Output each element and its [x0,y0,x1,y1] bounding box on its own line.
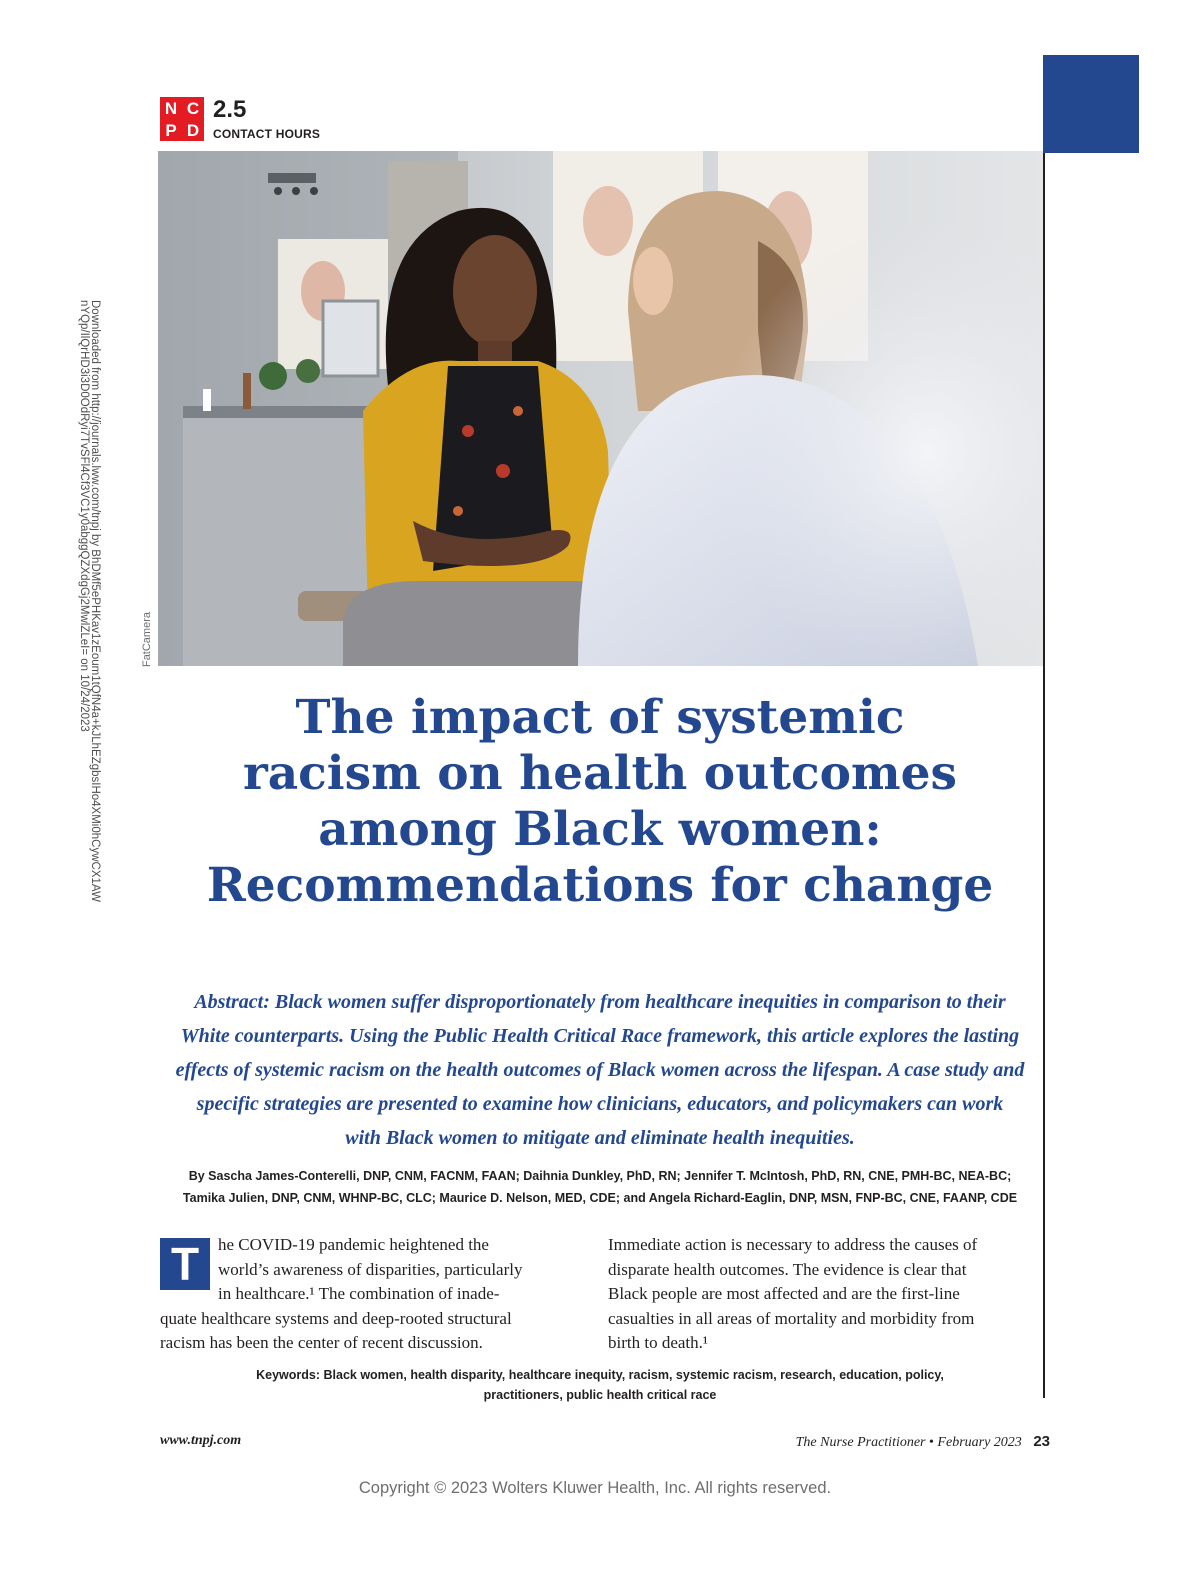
article-photo [158,151,1043,666]
abstract [160,985,1040,1155]
abstract-line: Abstract: Black women suffer disproportionately from healthcare inequities in comparison to their [194,991,1006,1013]
download-notice-line: Downloaded from http://journals.lww.com/tnpj by BhDMf5ePHKav1zEoum1tQfN4a+kJLhEZgbsIHo4XMi0hCywCX1AW [89,300,101,902]
body-column-left [160,1233,585,1356]
byline-line: By Sascha James-Conterelli, DNP, CNM, FACNM, FAAN; Daihnia Dunkley, PhD, RN; Jennifer T. McIntosh, PhD, RN, CNE, PMH-BC, NEA-BC; [188,1169,1012,1183]
title-line: Recommendations for change [206,858,994,913]
keywords-line: practitioners, public health critical race [483,1388,717,1402]
title-line: racism on health outcomes [242,746,958,801]
body-line: world’s awareness of disparities, particularly [218,1259,523,1279]
footer-url-link[interactable]: www.tnpj.com [160,1433,242,1448]
footer-separator: • [929,1435,934,1450]
abstract-line: with Black women to mitigate and eliminate health inequities. [345,1127,855,1149]
body-line: quate healthcare systems and deep-rooted structural [160,1308,512,1328]
author-byline [160,1165,1040,1209]
body-line: in healthcare.¹ The combination of inade- [218,1284,500,1303]
body-line: Immediate action is necessary to address the causes of [608,1235,978,1254]
corner-color-block [1043,55,1139,153]
title-line: The impact of systemic [295,690,905,745]
contact-hours-label: CONTACT HOURS [213,127,321,141]
footer-journal-info [700,1433,1050,1451]
body-line: birth to death.¹ [608,1333,708,1352]
body-column-right [608,1233,1036,1356]
logo-letter: N [164,98,178,118]
abstract-line: effects of systemic racism on the health outcomes of Black women across the lifespan. A case study and [175,1059,1025,1081]
article-title [160,690,1040,914]
photo-credit: FatCamera [141,612,153,668]
body-line: Black people are most affected and are the first-line [608,1284,960,1303]
body-line: disparate health outcomes. The evidence is clear that [608,1259,967,1279]
byline-line: Tamika Julien, DNP, CNM, WHNP-BC, CLC; Maurice D. Nelson, MED, CDE; and Angela Richard-Eaglin, DNP, MSN, FNP-BC, CNE, FAANP, CDE [182,1191,1018,1205]
clinic-consultation-illustration [158,151,1043,666]
keywords [160,1365,1040,1405]
contact-hours-number: 2.5 [213,96,247,123]
keywords-line: Keywords: Black women, health disparity, healthcare inequity, racism, systemic racism, research, education, policy, [256,1368,944,1382]
title-line: among Black women: [318,802,882,857]
logo-letter: P [165,120,177,140]
abstract-line: White counterparts. Using the Public Health Critical Race framework, this article explores the lasting [180,1025,1020,1047]
download-notice-line: nYQp/IlQrHD3i3D0OdRyi7TvSFl4Cf3VC1y0abggQZXdgGj2MwlZLeI= on 10/24/2023 [78,300,90,732]
logo-letter: C [186,98,200,118]
journal-name: The Nurse Practitioner [795,1435,926,1450]
column-rule [1043,153,1045,1398]
body-line: racism has been the center of recent discussion. [160,1333,483,1352]
body-line: he COVID-19 pandemic heightened the [218,1235,489,1254]
ncpd-logo [160,97,204,141]
issue-date: February 2023 [937,1435,1022,1450]
drop-cap: T [160,1238,210,1290]
copyright-notice: Copyright © 2023 Wolters Kluwer Health, Inc. All rights reserved. [358,1479,832,1497]
logo-letter: D [186,120,200,140]
body-line: casualties in all areas of mortality and morbidity from [608,1308,975,1328]
page-number: 23 [1033,1433,1050,1450]
download-notice [78,300,100,940]
abstract-line: specific strategies are presented to examine how clinicians, educators, and policymakers can work [196,1093,1004,1115]
